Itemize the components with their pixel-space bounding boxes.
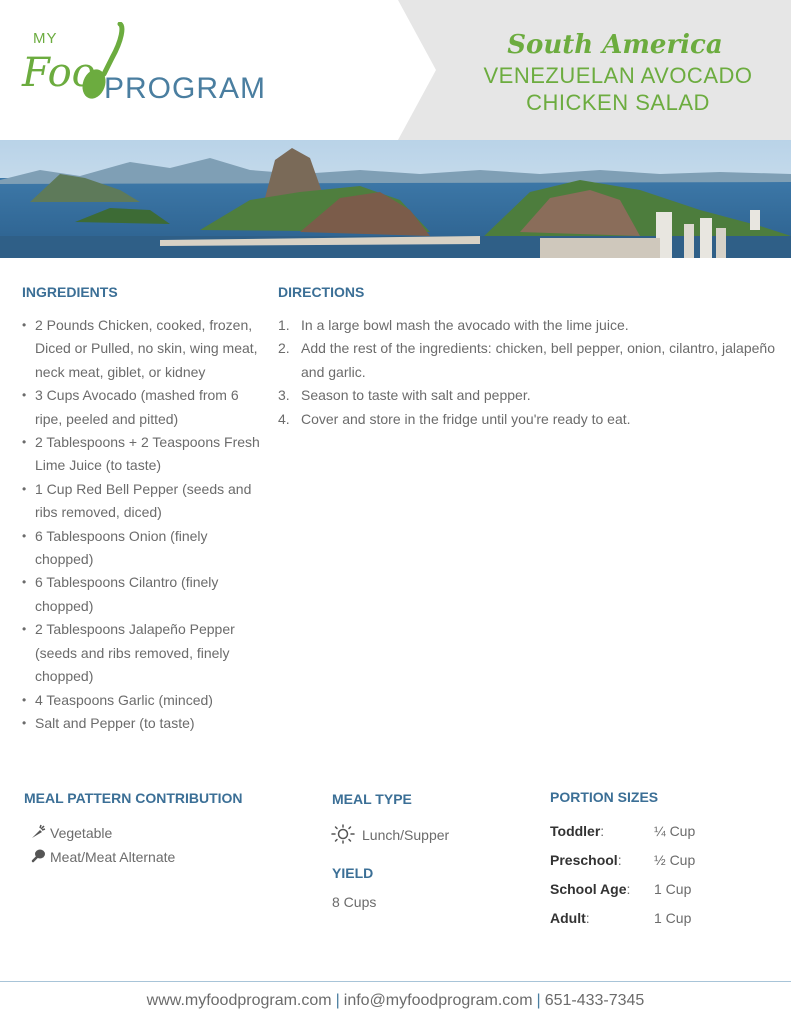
- step-text: Cover and store in the fridge until you're ready to eat.: [301, 410, 631, 427]
- list-item: • 2 Pounds Chicken, cooked, frozen, Diced or Pulled, no skin, wing meat, neck meat, giblet, or kidney: [22, 314, 262, 384]
- meal-type-value: Lunch/Supper: [362, 827, 450, 843]
- list-item: • Salt and Pepper (to taste): [22, 712, 262, 735]
- footer-divider: [0, 981, 791, 982]
- directions-heading: DIRECTIONS: [278, 284, 365, 300]
- portion-label: Preschool: [550, 852, 618, 868]
- step-number: 1.: [278, 317, 290, 333]
- direction-step: [278, 408, 778, 431]
- step-number: 3.: [278, 387, 290, 404]
- list-item: • 2 Tablespoons + 2 Teaspoons Fresh Lime Juice (to taste): [22, 431, 262, 478]
- footer-contact: [0, 992, 791, 1010]
- list-item: • 4 Teaspoons Garlic (minced): [22, 689, 262, 712]
- landscape-banner-image: [0, 140, 791, 258]
- meal-type-heading: MEAL TYPE: [332, 791, 412, 807]
- meal-pattern-label: Vegetable: [50, 825, 113, 841]
- step-number: 4.: [278, 410, 290, 427]
- portion-value: ½ Cup: [654, 852, 696, 868]
- sun-icon: [330, 824, 356, 844]
- carrot-icon: [30, 824, 46, 840]
- portion-row-toddler: Toddler: ¼ Cup: [550, 823, 696, 839]
- list-item: • 1 Cup Red Bell Pepper (seeds and ribs removed, diced): [22, 478, 262, 525]
- portion-label: Adult: [550, 910, 586, 926]
- meal-pattern-heading: MEAL PATTERN CONTRIBUTION: [24, 790, 243, 806]
- meal-pattern-label: Meat/Meat Alternate: [50, 849, 176, 865]
- step-text: Season to taste with salt and pepper.: [301, 387, 531, 404]
- footer-website-link[interactable]: www.myfoodprogram.com: [146, 992, 332, 1009]
- list-item: • 6 Tablespoons Cilantro (finely chopped): [22, 571, 262, 618]
- cuisine-region: South America: [507, 30, 723, 60]
- direction-step: [278, 384, 778, 407]
- step-number: 2.: [278, 340, 290, 357]
- footer-email-link[interactable]: info@myfoodprogram.com: [343, 992, 533, 1009]
- meal-pattern-item-meat: [30, 848, 175, 865]
- logo-my-text: MY: [33, 30, 58, 47]
- yield-heading: YIELD: [332, 865, 374, 881]
- yield-value: 8 Cups: [332, 894, 377, 910]
- logo-food-text: Foo: [22, 50, 96, 96]
- ingredients-heading: INGREDIENTS: [22, 284, 118, 300]
- footer-phone: 651-433-7345: [544, 992, 645, 1009]
- recipe-title-line-1: VENEZUELAN AVOCADO: [483, 63, 753, 88]
- portion-row-adult: Adult: 1 Cup: [550, 910, 692, 926]
- portion-row-school-age: School Age: 1 Cup: [550, 881, 692, 897]
- list-item: • 2 Tablespoons Jalapeño Pepper (seeds and ribs removed, finely chopped): [22, 618, 262, 688]
- portion-row-preschool: Preschool: ½ Cup: [550, 852, 696, 868]
- ingredients-list: [22, 314, 262, 735]
- drumstick-icon: [30, 848, 46, 864]
- footer-separator: |: [536, 992, 541, 1009]
- footer-separator: |: [335, 992, 340, 1009]
- recipe-title: [450, 62, 786, 116]
- list-item: • 6 Tablespoons Onion (finely chopped): [22, 525, 262, 572]
- portion-label: School Age: [550, 881, 627, 897]
- meal-pattern-item-vegetable: [30, 824, 112, 841]
- page-header: [0, 0, 791, 140]
- portion-label: Toddler: [550, 823, 601, 839]
- direction-step: [278, 314, 778, 337]
- portion-value: ¼ Cup: [654, 823, 696, 839]
- recipe-title-line-2: CHICKEN SALAD: [526, 90, 710, 115]
- portion-value: 1 Cup: [654, 910, 692, 926]
- logo-program-text: PROGRAM: [104, 72, 267, 105]
- step-text: In a large bowl mash the avocado with the lime juice.: [301, 317, 629, 333]
- list-item: • 3 Cups Avocado (mashed from 6 ripe, peeled and pitted): [22, 384, 262, 431]
- portion-sizes-heading: PORTION SIZES: [550, 789, 659, 805]
- step-text: Add the rest of the ingredients: chicken, bell pepper, onion, cilantro, jalapeño and garlic.: [301, 340, 775, 380]
- portion-value: 1 Cup: [654, 881, 692, 897]
- directions-list: [278, 314, 778, 431]
- direction-step: [278, 337, 778, 384]
- meal-type-value-row: [330, 824, 449, 844]
